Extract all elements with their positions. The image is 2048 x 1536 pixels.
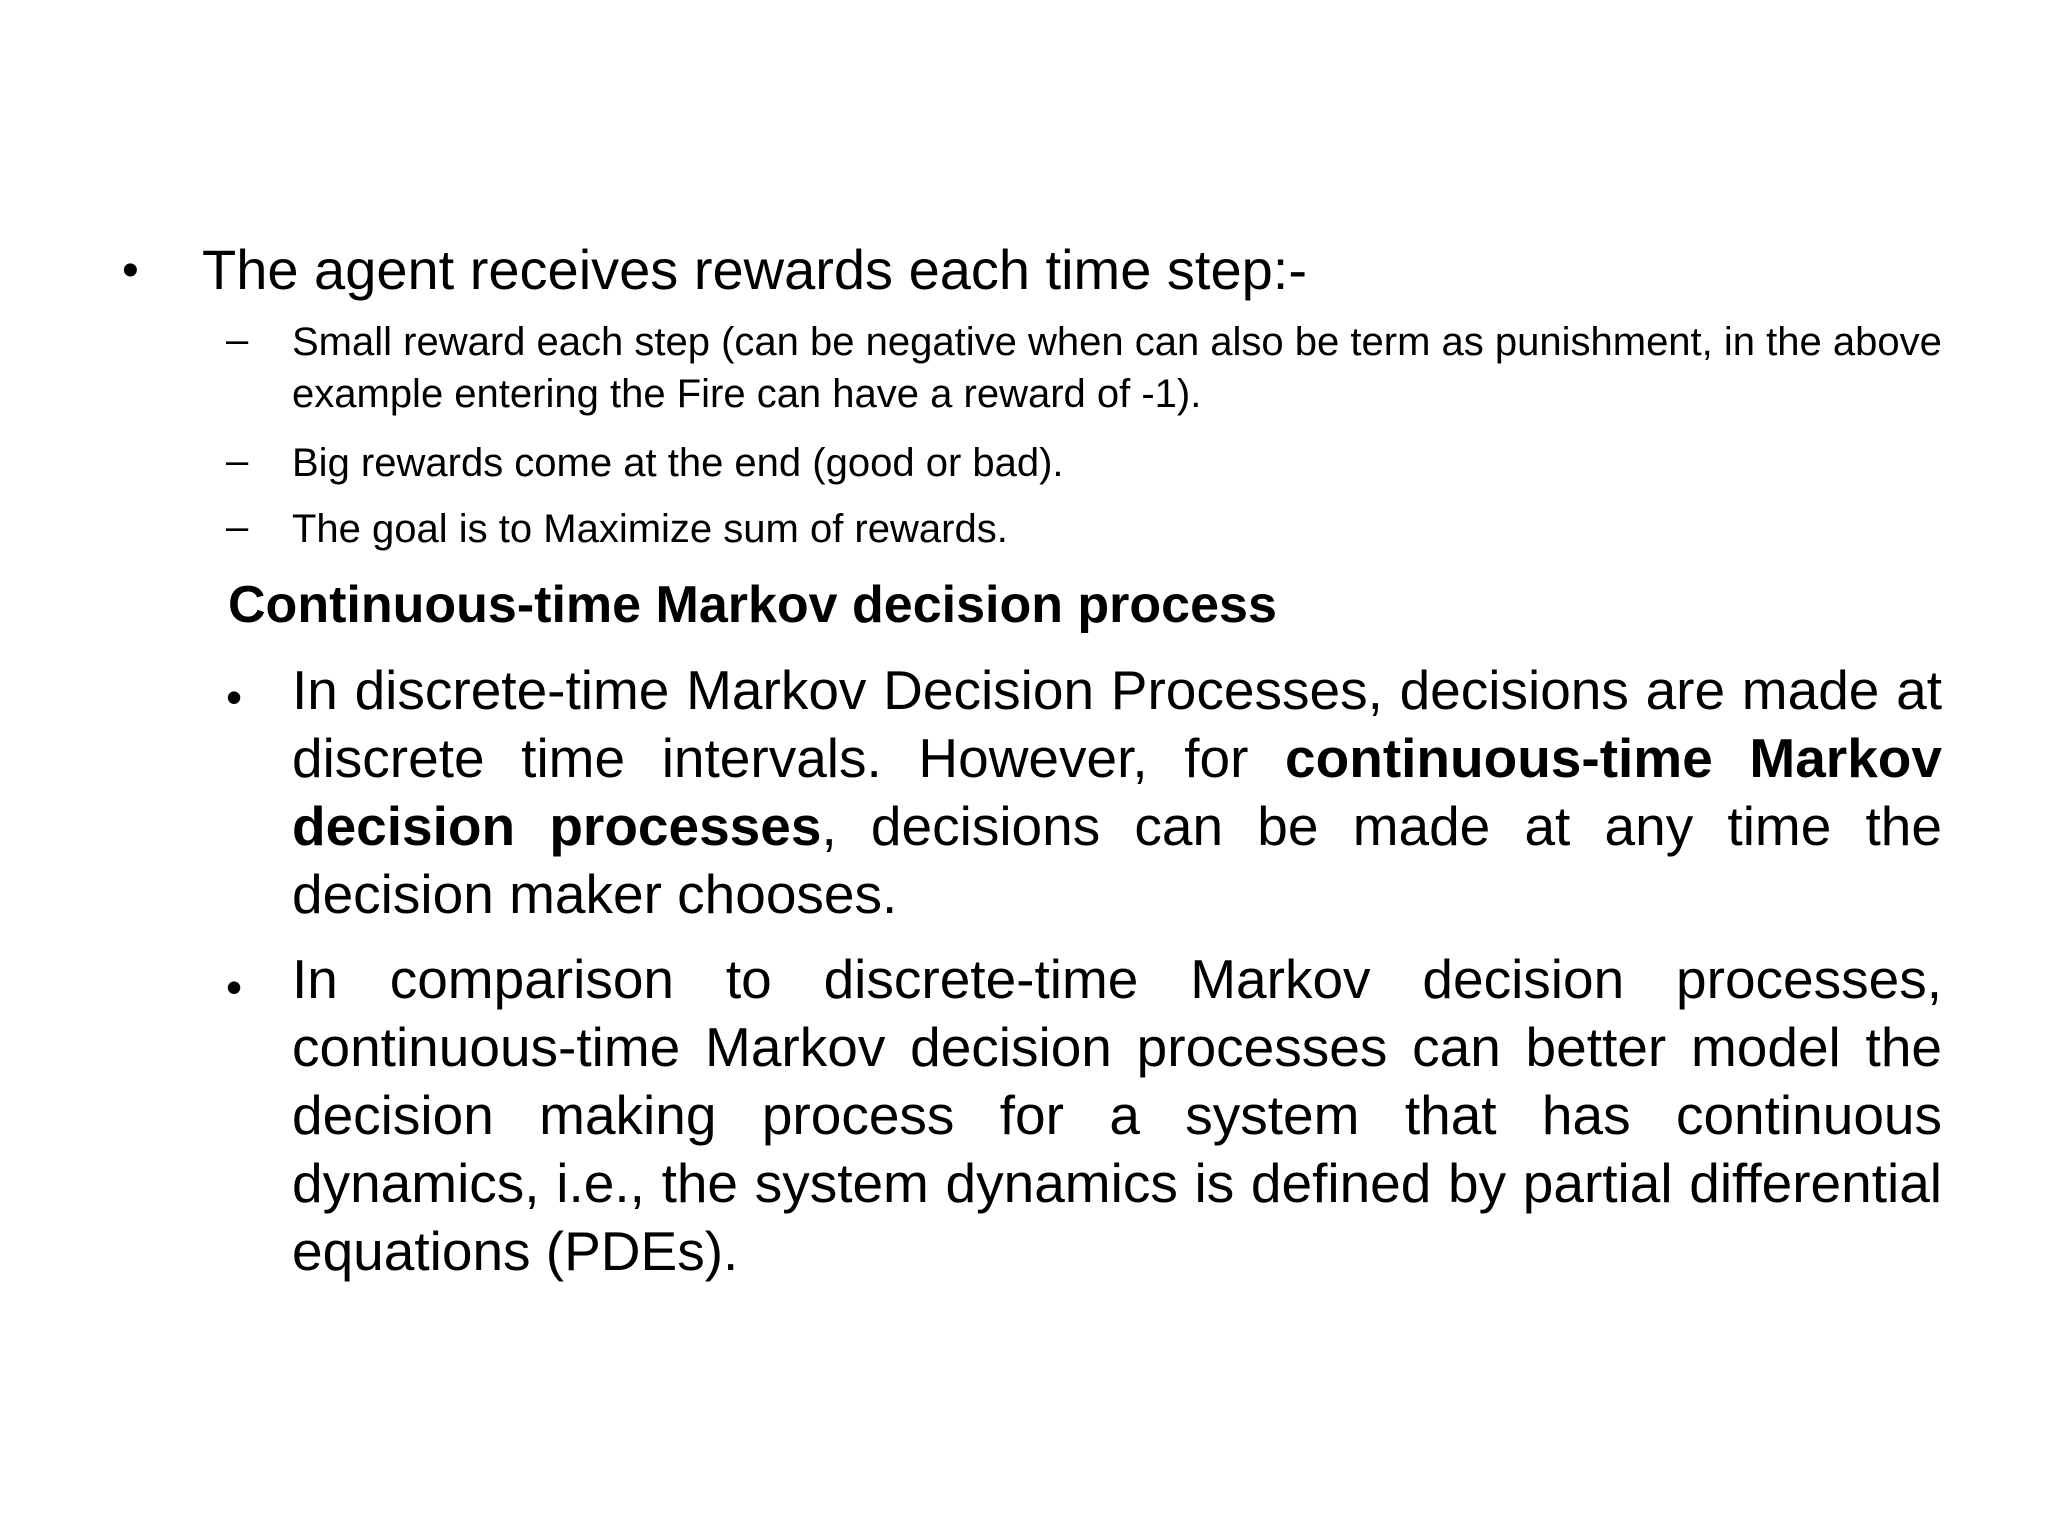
bullet-icon: • <box>122 244 139 297</box>
paragraph-text-part: , decisions can be made at any time the decision maker chooses. <box>292 795 1942 925</box>
section-heading: Continuous-time Markov decision process <box>228 576 1277 634</box>
paragraph-text <box>292 656 1942 928</box>
paragraph-text-part: In discrete-time Markov Decision Processes, decisions are made at discrete time intervals. However, for <box>292 659 1942 789</box>
bullet-icon: • <box>226 961 243 1013</box>
paragraph-bold-term: continuous-time Markov decision processes <box>292 727 1942 857</box>
paragraph-text: In comparison to discrete-time Markov decision processes, continuous-time Markov decision processes can better model the decision making process for a system that has continuous dynamics, i.e., the system dynamics is defined by partial differential equations (PDEs). <box>292 948 1942 1282</box>
sub-bullet-text: Small reward each step (can be negative when can also be term as punishment, in the above example entering the Fire can have a reward of -1). <box>292 320 1942 416</box>
sub-bullet-text: Big rewards come at the end (good or bad). <box>292 441 1064 485</box>
bullet-text: The agent receives rewards each time step:- <box>202 238 1307 301</box>
bullet-icon: • <box>226 671 243 723</box>
sub-bullet-text: The goal is to Maximize sum of rewards. <box>292 507 1008 551</box>
dash-icon: – <box>226 505 249 549</box>
dash-icon: – <box>226 318 249 362</box>
dash-icon: – <box>226 439 249 483</box>
